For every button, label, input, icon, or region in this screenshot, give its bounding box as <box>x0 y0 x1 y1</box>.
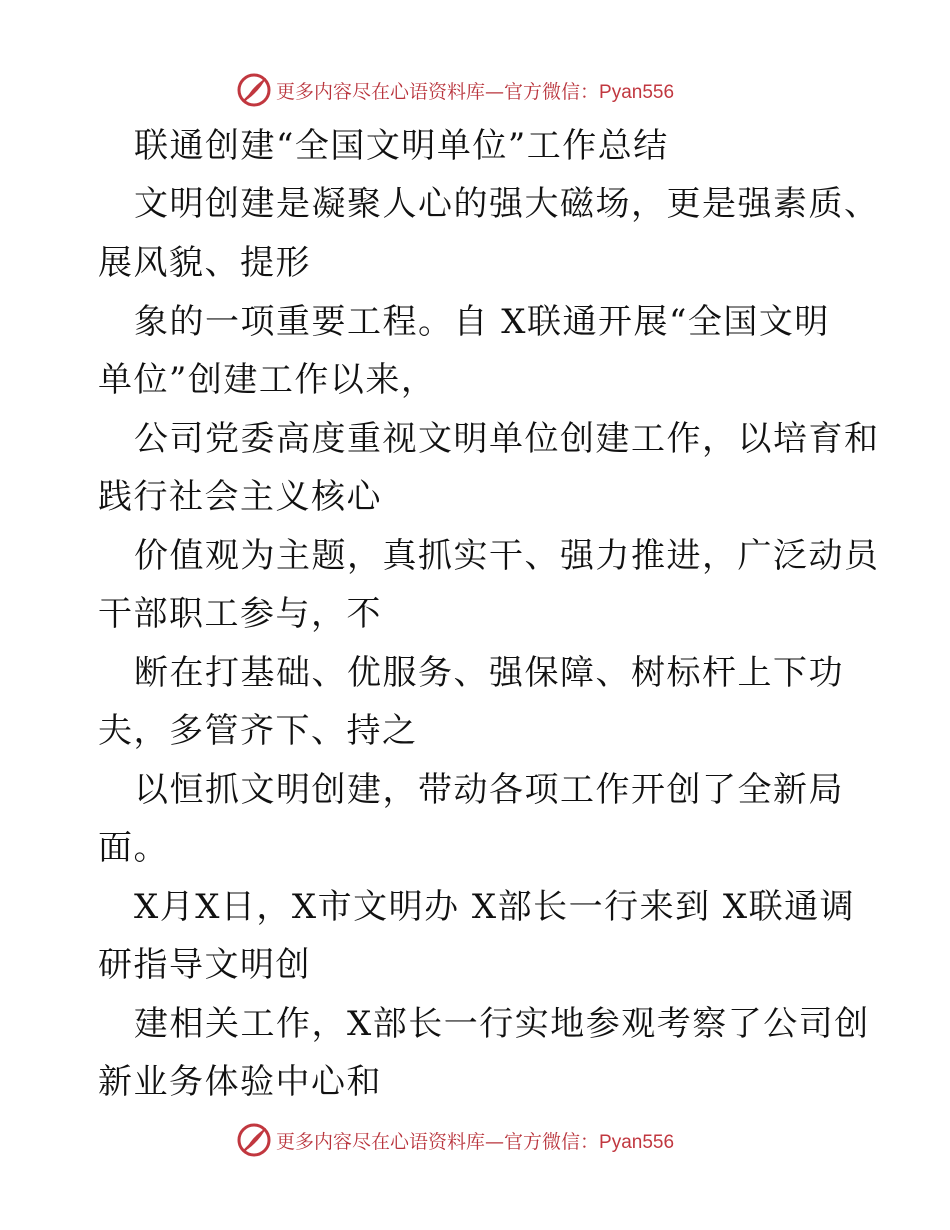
paragraph-line: 价值观为主题，真抓实干、强力推进，广泛动员 <box>134 536 880 576</box>
paragraph-line: X月X日，X市文明办 X部长一行来到 X联通调 <box>134 887 856 927</box>
paragraph-line: 建相关工作，X部长一行实地参观考察了公司创 <box>134 1004 870 1044</box>
paragraph-line: 夫，多管齐下、持之 <box>98 711 418 751</box>
paragraph-line: 以恒抓文明创建，带动各项工作开创了全新局 <box>134 770 844 810</box>
paragraph-line: 研指导文明创 <box>98 945 311 985</box>
wechat-id: Pyan556 <box>599 81 675 103</box>
paragraph-line: 文明创建是凝聚人心的强大磁场，更是强素质、 <box>134 184 880 224</box>
footer-banner <box>0 1120 950 1160</box>
paragraph-line: 干部职工参与，不 <box>98 594 382 634</box>
paragraph-line: 践行社会主义核心 <box>98 477 382 517</box>
paragraph-line: 公司党委高度重视文明单位创建工作，以培育和 <box>134 419 880 459</box>
paragraph-line: 断在打基础、优服务、强保障、树标杆上下功 <box>134 653 844 693</box>
paragraph-line: 展风貌、提形 <box>98 243 311 283</box>
paragraph-line: 象的一项重要工程。自 X联通开展“全国文明 <box>134 302 830 342</box>
paragraph-line: 新业务体验中心和 <box>98 1062 382 1102</box>
document-title: 联通创建“全国文明单位”工作总结 <box>134 126 669 166</box>
paragraph-line: 单位”创建工作以来， <box>98 360 437 400</box>
paragraph-line: 面。 <box>98 828 169 868</box>
wechat-id: Pyan556 <box>599 1131 675 1153</box>
header-banner-text: 更多内容尽在心语资料库—官方微信：Pyan556 <box>276 80 675 103</box>
footer-banner-text: 更多内容尽在心语资料库—官方微信：Pyan556 <box>276 1130 675 1153</box>
quill-logo-icon <box>236 1122 272 1158</box>
